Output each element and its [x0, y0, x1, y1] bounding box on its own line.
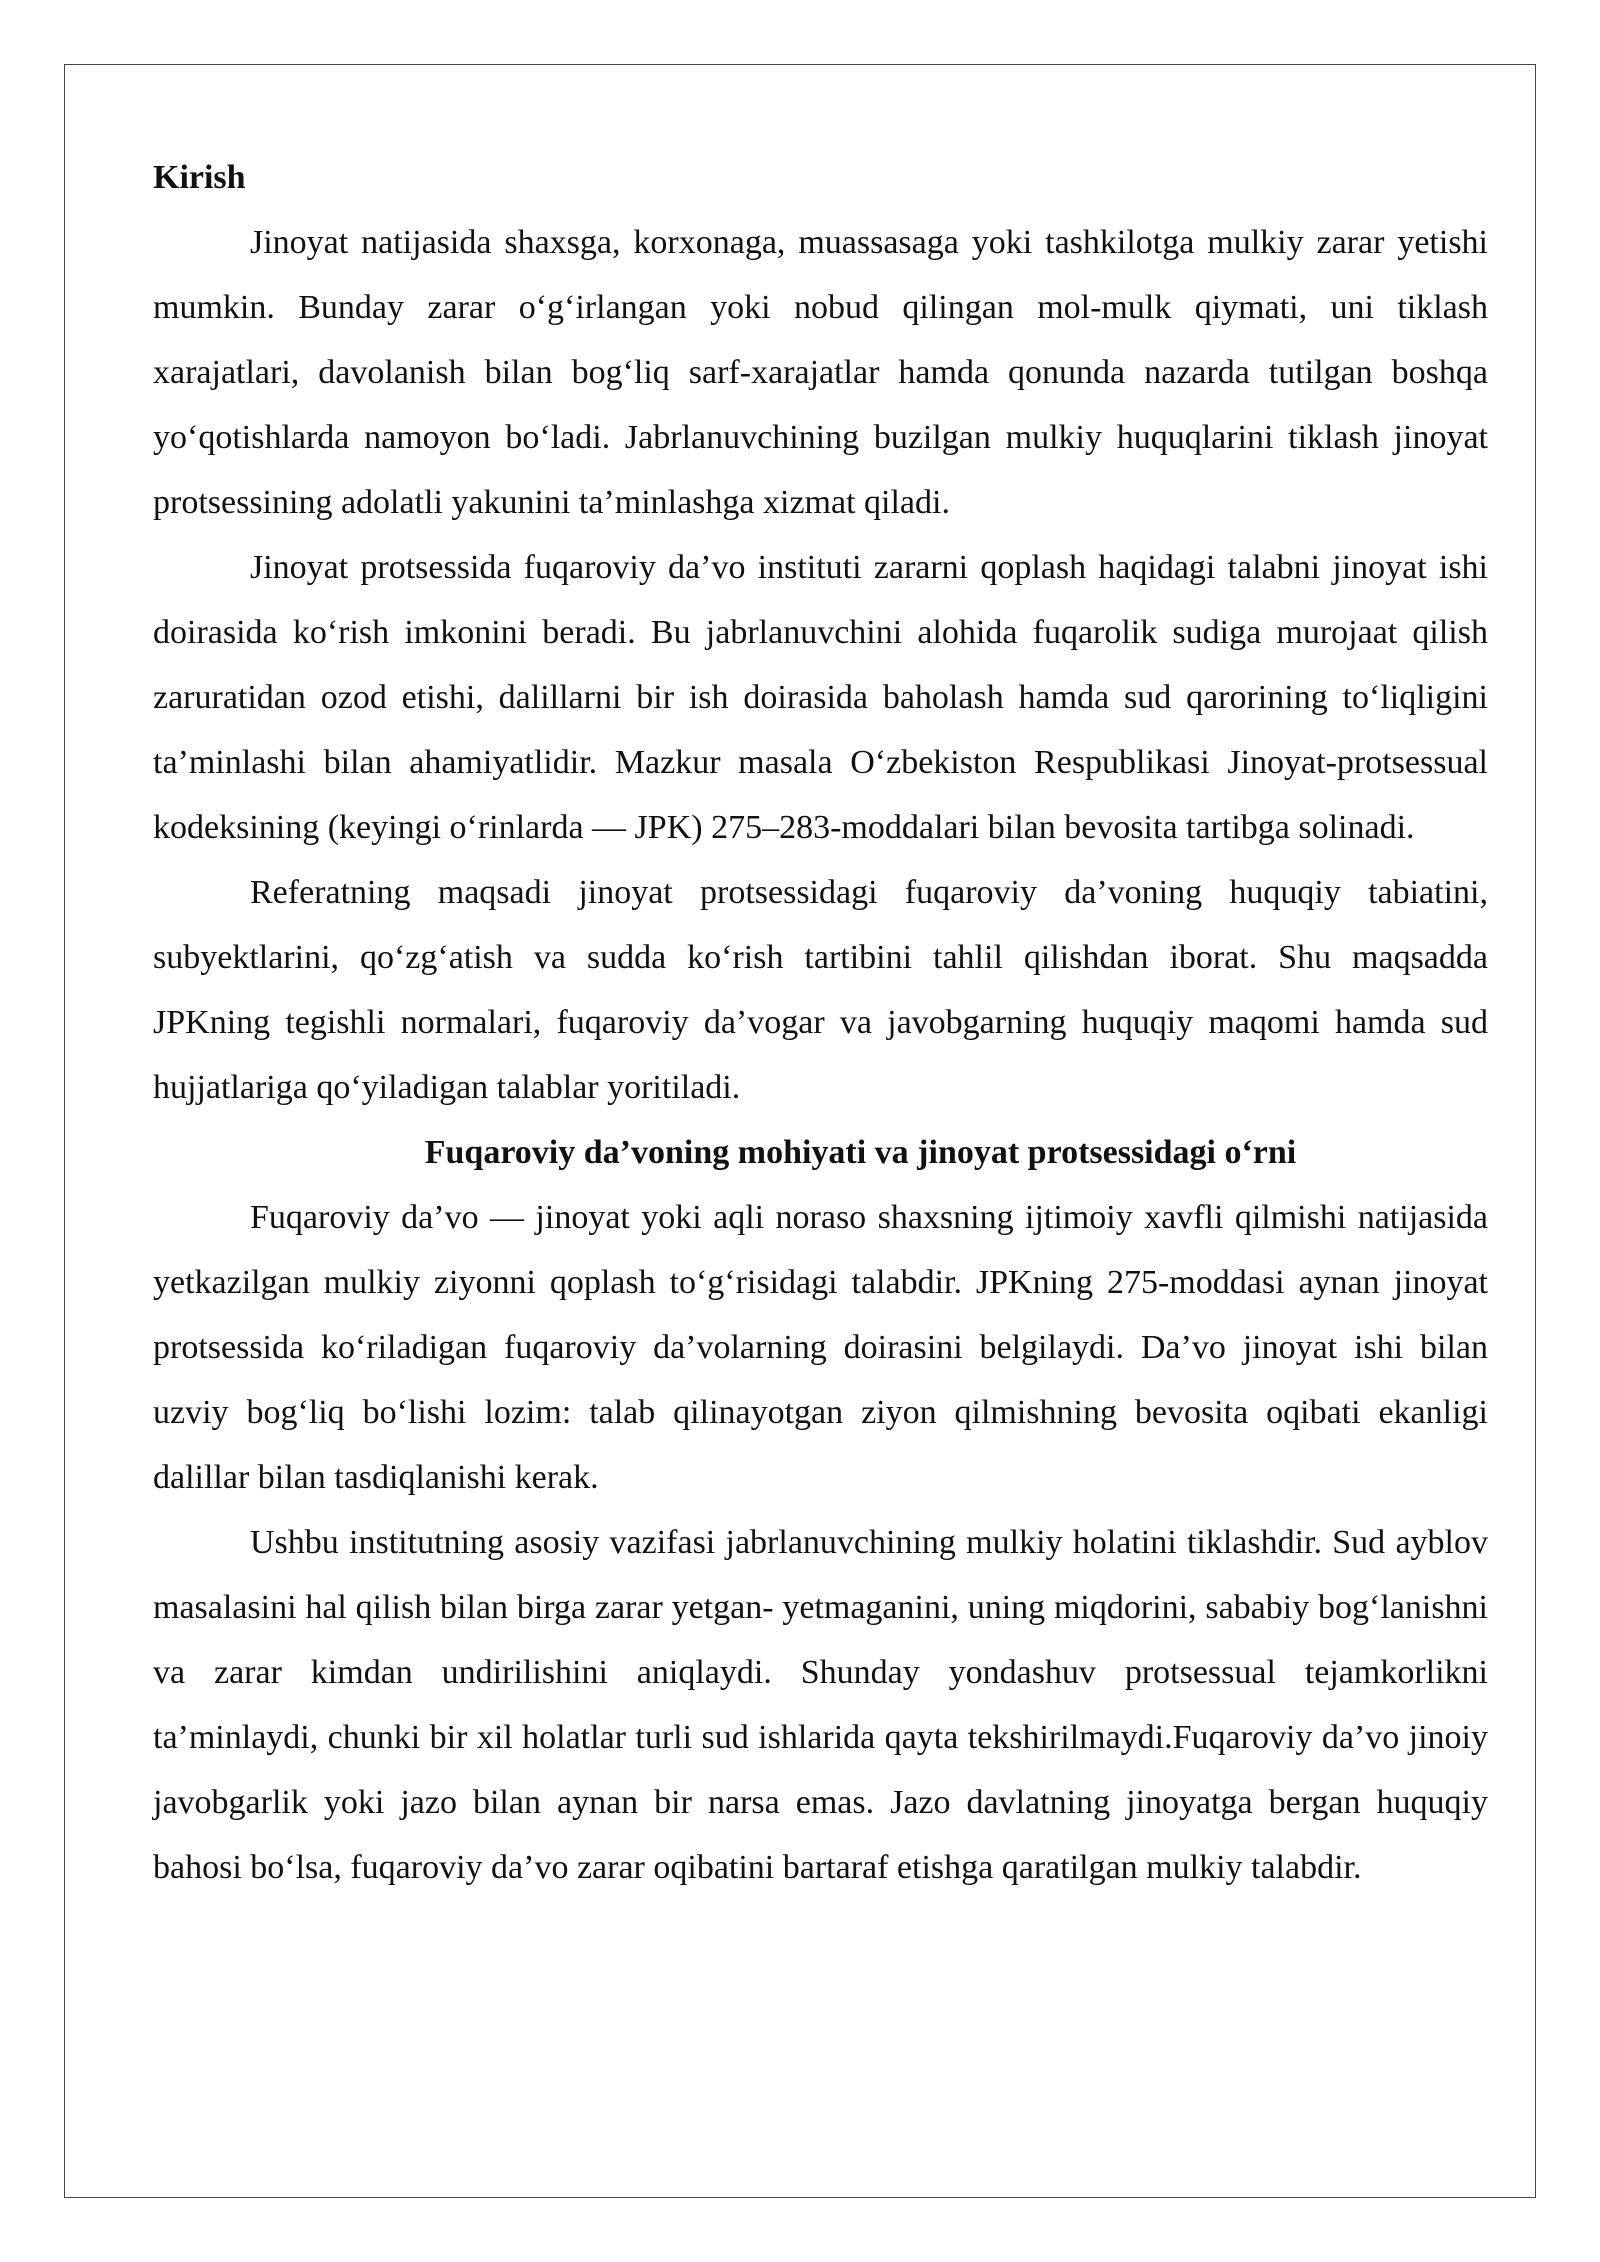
- section-heading: Fuqaroviy da’voning mohiyati va jinoyat protsessidagi o‘rni: [424, 1134, 1297, 1171]
- section-paragraph-1: Fuqaroviy da’vo — jinoyat yoki aqli noraso shaxsning ijtimoiy xavfli qilmishi natijasida yetkazilgan mulkiy ziyonni qoplash to‘g‘risidagi talabdir. JPKning 275-moddasi aynan jinoyat protsessida ko‘riladigan fuqaroviy da’volarning doirasini belgilaydi. Da’vo jinoyat ishi bilan uzviy bog‘liq bo‘lishi lozim: talab qilinayotgan ziyon qilmishning bevosita oqibati ekanligi dalillar bilan tasdiqlanishi kerak.: [153, 1199, 1488, 1496]
- intro-paragraph-2: Jinoyat protsessida fuqaroviy da’vo instituti zararni qoplash haqidagi talabni jinoyat ishi doirasida ko‘rish imkonini beradi. Bu jabrlanuvchini alohida fuqarolik sudiga murojaat qilish zaruratidan ozod etishi, dalillarni bir ish doirasida baholash hamda sud qarorining to‘liqligini ta’minlashi bilan ahamiyatlidir. Mazkur masala O‘zbekiston Respublikasi Jinoyat-protsessual kodeksining (keyingi o‘rinlarda — JPK) 275–283-moddalari bilan bevosita tartibga solinadi.: [153, 549, 1488, 846]
- intro-paragraph-1: Jinoyat natijasida shaxsga, korxonaga, muassasaga yoki tashkilotga mulkiy zarar yetishi mumkin. Bunday zarar o‘g‘irlangan yoki nobud qilingan mol-mulk qiymati, uni tiklash xarajatlari, davolanish bilan bog‘liq sarf-xarajatlar hamda qonunda nazarda tutilgan boshqa yo‘qotishlarda namoyon bo‘ladi. Jabrlanuvchining buzilgan mulkiy huquqlarini tiklash jinoyat protsessining adolatli yakunini ta’minlashga xizmat qiladi.: [153, 224, 1488, 521]
- intro-heading: Kirish: [153, 159, 246, 196]
- section-paragraph-2: Ushbu institutning asosiy vazifasi jabrlanuvchining mulkiy holatini tiklashdir. Sud ayblov masalasini hal qilish bilan birga zarar yetgan- yetmaganini, uning miqdorini, sababiy bog‘lanishni va zarar kimdan undirilishini aniqlaydi. Shunday yondashuv protsessual tejamkorlikni ta’minlaydi, chunki bir xil holatlar turli sud ishlarida qayta tekshirilmaydi.Fuqaroviy da’vo jinoiy javobgarlik yoki jazo bilan aynan bir narsa emas. Jazo davlatning jinoyatga bergan huquqiy bahosi bo‘lsa, fuqaroviy da’vo zarar oqibatini bartaraf etishga qaratilgan mulkiy talabdir.: [153, 1524, 1488, 1886]
- intro-paragraph-3: Referatning maqsadi jinoyat protsessidagi fuqaroviy da’voning huquqiy tabiatini, subyektlarini, qo‘zg‘atish va sudda ko‘rish tartibini tahlil qilishdan iborat. Shu maqsadda JPKning tegishli normalari, fuqaroviy da’vogar va javobgarning huquqiy maqomi hamda sud hujjatlariga qo‘yiladigan talablar yoritiladi.: [153, 874, 1488, 1106]
- document-body: [153, 145, 1488, 1900]
